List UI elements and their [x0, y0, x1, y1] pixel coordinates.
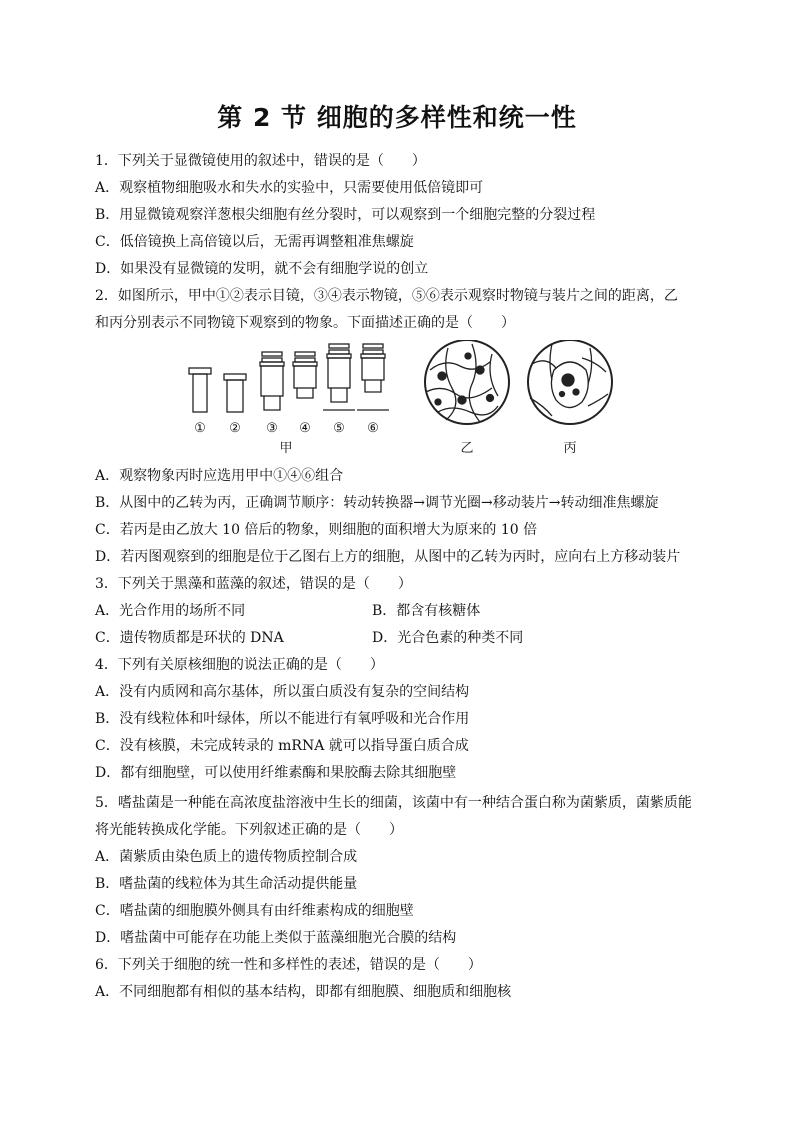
q3-option-c: C．遗传物质都是环状的 DNA — [95, 630, 284, 646]
q1-stem: 1．下列关于显微镜使用的叙述中，错误的是（ ） — [95, 153, 426, 169]
q2-option-a: A．观察物象丙时应选用甲中①④⑥组合 — [95, 468, 344, 484]
label-6: ⑥ — [367, 421, 379, 436]
q1-option-c: C．低倍镜换上高倍镜以后，无需再调整粗准焦螺旋 — [95, 234, 414, 250]
q5-option-d: D．嗜盐菌中可能存在功能上类似于蓝藻细胞光合膜的结构 — [95, 930, 457, 946]
q3-option-a: A．光合作用的场所不同 — [95, 603, 246, 619]
q4-stem: 4．下列有关原核细胞的说法正确的是（ ） — [95, 657, 384, 673]
q5-stem-line2: 将光能转换成化学能。下列叙述正确的是（ ） — [95, 822, 403, 838]
label-1: ① — [194, 421, 206, 436]
label-4: ④ — [299, 421, 311, 436]
eyepiece-short-icon — [224, 374, 246, 412]
q4-option-b: B．没有线粒体和叶绿体，所以不能进行有氧呼吸和光合作用 — [95, 711, 470, 727]
q3-option-d: D．光合色素的种类不同 — [372, 630, 524, 646]
q4-option-c: C．没有核膜，未完成转录的 mRNA 就可以指导蛋白质合成 — [95, 738, 469, 754]
objective-long-icon — [260, 352, 284, 410]
q1-option-a: A．观察植物细胞吸水和失水的实验中，只需要使用低倍镜即可 — [95, 180, 484, 196]
q4-option-d: D．都有细胞壁，可以使用纤维素酶和果胶酶去除其细胞壁 — [95, 765, 457, 781]
label-5: ⑤ — [333, 421, 345, 436]
view-bing-icon — [528, 340, 612, 424]
caption-bing: 丙 — [563, 441, 577, 456]
caption-jia: 甲 — [279, 441, 293, 456]
objective-short-icon — [293, 352, 317, 398]
q3-option-b: B．都含有核糖体 — [372, 603, 481, 619]
q5-option-b: B．嗜盐菌的线粒体为其生命活动提供能量 — [95, 876, 358, 892]
objective-distance-far-icon — [357, 344, 389, 410]
caption-yi: 乙 — [460, 441, 474, 456]
q5-option-a: A．菌紫质由染色质上的遗传物质控制合成 — [95, 849, 358, 865]
q2-option-c: C．若丙是由乙放大 10 倍后的物象，则细胞的面积增大为原来的 10 倍 — [95, 522, 538, 538]
q1-option-b: B．用显微镜观察洋葱根尖细胞有丝分裂时，可以观察到一个细胞完整的分裂过程 — [95, 207, 596, 223]
q4-option-a: A．没有内质网和高尔基体，所以蛋白质没有复杂的空间结构 — [95, 684, 470, 700]
q2-stem-line2: 和丙分别表示不同物镜下观察到的物象。下面描述正确的是（ ） — [95, 315, 515, 331]
eyepiece-long-icon — [189, 368, 211, 412]
page-title: 第 2 节 细胞的多样性和统一性 — [217, 103, 577, 132]
q2-stem-line1: 2．如图所示，甲中①②表示目镜，③④表示物镜，⑤⑥表示观察时物镜与装片之间的距离，乙 — [95, 288, 678, 304]
q6-stem: 6．下列关于细胞的统一性和多样性的表述，错误的是（ ） — [95, 957, 482, 973]
q6-option-a: A．不同细胞都有相似的基本结构，即都有细胞膜、细胞质和细胞核 — [95, 984, 512, 1000]
q2-option-d: D．若丙图观察到的细胞是位于乙图右上方的细胞，从图中的乙转为丙时，应向右上方移动装片 — [95, 549, 681, 565]
q1-option-d: D．如果没有显微镜的发明，就不会有细胞学说的创立 — [95, 261, 429, 277]
q2-option-b: B．从图中的乙转为丙，正确调节顺序：转动转换器→调节光圈→移动装片→转动细准焦螺旋 — [95, 495, 659, 511]
view-yi-icon — [425, 340, 509, 424]
q3-stem: 3．下列关于黑藻和蓝藻的叙述，错误的是（ ） — [95, 576, 412, 592]
q5-option-c: C．嗜盐菌的细胞膜外侧具有由纤维素构成的细胞壁 — [95, 903, 414, 919]
objective-distance-close-icon — [323, 344, 355, 410]
microscope-figure — [180, 340, 620, 465]
label-2: ② — [229, 421, 241, 436]
q5-stem-line1: 5．嗜盐菌是一种能在高浓度盐溶液中生长的细菌，该菌中有一种结合蛋白称为菌紫质，菌紫质能 — [95, 795, 692, 811]
label-3: ③ — [266, 421, 278, 436]
